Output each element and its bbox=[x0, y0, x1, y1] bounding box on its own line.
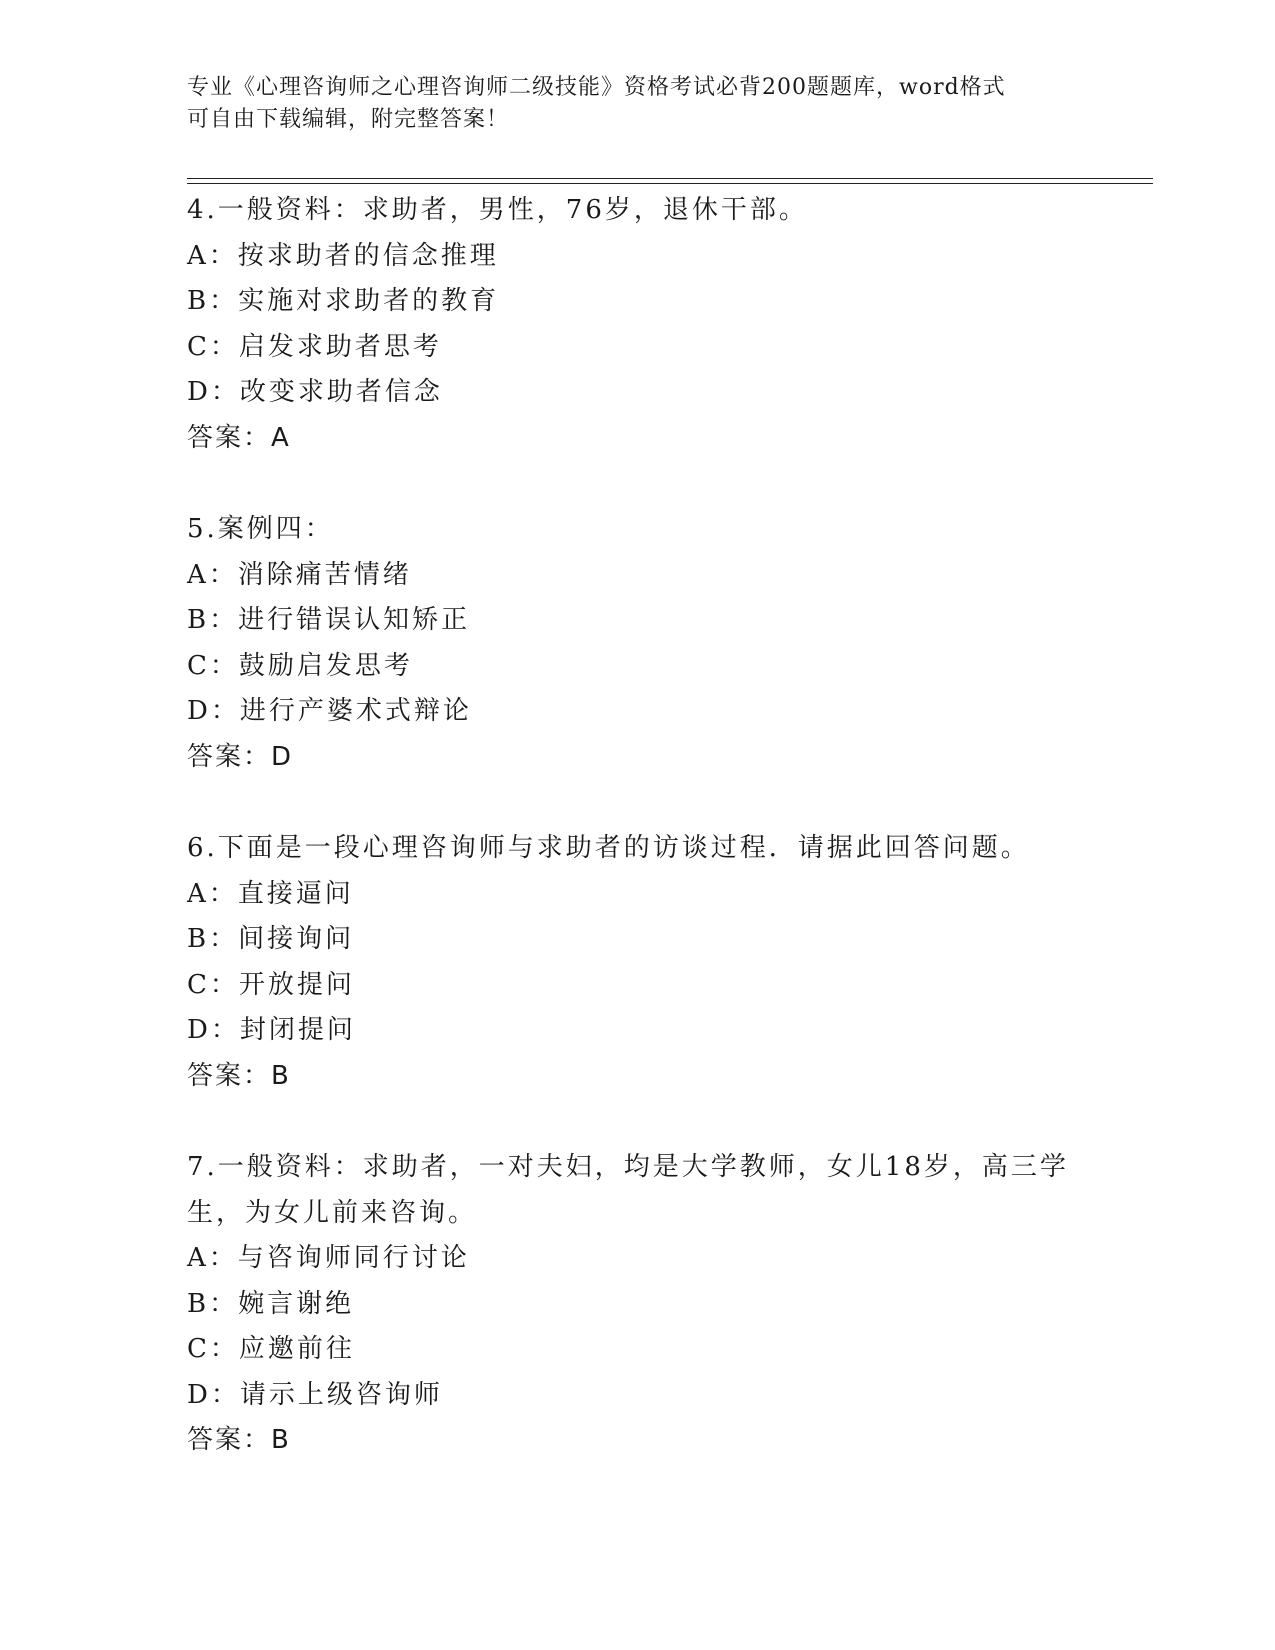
answer-line: 答案：D bbox=[187, 741, 294, 772]
option-a: A：直接逼问 bbox=[187, 878, 354, 909]
option-a: A：与咨询师同行讨论 bbox=[187, 1243, 470, 1273]
option-d: D：改变求助者信念 bbox=[187, 377, 443, 407]
question-4 bbox=[187, 188, 1087, 461]
option-c: C：开放提问 bbox=[187, 969, 355, 1000]
question-6 bbox=[187, 826, 1087, 1099]
option-a: A：按求助者的信念推理 bbox=[187, 240, 499, 271]
answer-line: 答案：B bbox=[187, 1425, 291, 1455]
question-stem-line-2: 生，为女儿前来咨询。 bbox=[187, 1197, 478, 1228]
option-d: D：请示上级咨询师 bbox=[187, 1379, 443, 1410]
question-stem: 6.下面是一段心理咨询师与求助者的访谈过程．请据此回答问题。 bbox=[187, 833, 1030, 863]
option-c: C：启发求助者思考 bbox=[187, 331, 442, 362]
question-list bbox=[187, 188, 1087, 1510]
option-b: B：间接询问 bbox=[187, 924, 355, 954]
document-header bbox=[187, 72, 1067, 136]
option-c: C：应邀前往 bbox=[187, 1334, 355, 1364]
option-b: B：婉言谢绝 bbox=[187, 1288, 355, 1319]
question-stem-line-1: 7.一般资料：求助者，一对夫妇，均是大学教师，女儿18岁，高三学 bbox=[187, 1152, 1069, 1182]
header-divider-bottom bbox=[187, 183, 1153, 184]
header-line-1: 专业《心理咨询师之心理咨询师二级技能》资格考试必背200题题库，word格式 bbox=[187, 75, 1006, 100]
header-line-2: 可自由下载编辑，附完整答案！ bbox=[187, 107, 510, 132]
answer-line: 答案：A bbox=[187, 422, 291, 453]
option-a: A：消除痛苦情绪 bbox=[187, 559, 412, 590]
header-divider-top bbox=[187, 178, 1153, 179]
answer-line: 答案：B bbox=[187, 1060, 291, 1091]
option-c: C：鼓励启发思考 bbox=[187, 650, 413, 681]
option-b: B：实施对求助者的教育 bbox=[187, 286, 500, 316]
question-stem: 5.案例四： bbox=[187, 514, 334, 544]
option-d: D：封闭提问 bbox=[187, 1015, 356, 1045]
option-d: D：进行产婆术式辩论 bbox=[187, 696, 472, 726]
question-5 bbox=[187, 507, 1087, 780]
question-stem: 4.一般资料：求助者，男性，76岁，退休干部。 bbox=[187, 195, 808, 225]
option-b: B：进行错误认知矫正 bbox=[187, 605, 471, 635]
question-7 bbox=[187, 1145, 1087, 1464]
